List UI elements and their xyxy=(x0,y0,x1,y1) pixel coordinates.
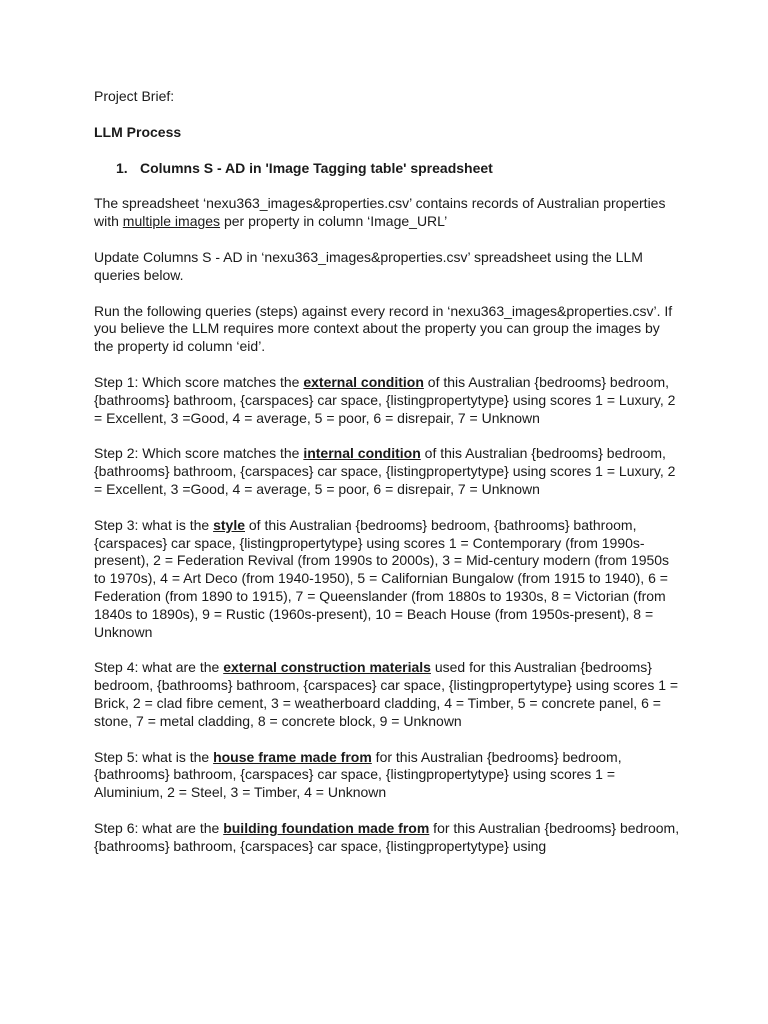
document-page xyxy=(94,88,680,874)
step-3-post: of this Australian {bedrooms} bedroom, {bathrooms} bathroom, {carspaces} car space, {listingpropertytype} using scores 1 = Contemporary (from 1990s-present), 2 = Federation Revival (from 1990s to 2000s), 3 = Mid-century modern (from 1950s to 1970s), 4 = Art Deco (from 1940-1950), 5 = Californian Bungalow (from 1915 to 1940), 6 = Federation (from 1890 to 1915), 7 = Queenslander (from 1880s to 1930s, 8 = Victorian (from 1840s to 1890s), 9 = Rustic (1960s-present), 10 = Beach House (from 1950s-present), 8 = Unknown xyxy=(94,516,670,640)
step-2-paragraph xyxy=(94,445,680,498)
step-4-post: used for this Australian {bedrooms} bedroom, {bathrooms} bathroom, {carspaces} car space, {listingpropertytype} using scores 1 = Brick, 2 = clad fibre cement, 3 = weatherboard cladding, 4 = Timber, 5 = concrete panel, 6 = stone, 7 = metal cladding, 8 = concrete block, 9 = Unknown xyxy=(94,659,679,729)
step-2-post: of this Australian {bedrooms} bedroom, {bathrooms} bathroom, {carspaces} car space, {listingpropertytype} using scores 1 = Luxury, 2 = Excellent, 3 =Good, 4 = average, 5 = poor, 6 = disrepair, 7 = Unknown xyxy=(94,445,676,497)
step-2-pre: Step 2: Which score matches the xyxy=(94,445,304,462)
list-heading-text: Columns S - AD in 'Image Tagging table' spreadsheet xyxy=(140,159,493,176)
step-4-pre: Step 4: what are the xyxy=(94,659,224,676)
step-5-paragraph xyxy=(94,749,680,802)
intro-underlined: multiple images xyxy=(122,213,221,230)
step-5-post: for this Australian {bedrooms} bedroom, {bathrooms} bathroom, {carspaces} car space, {listingpropertytype} using scores 1 = Aluminium, 2 = Steel, 3 = Timber, 4 = Unknown xyxy=(94,748,622,801)
step-5-key: house frame made from xyxy=(213,748,372,765)
step-1-pre: Step 1: Which score matches the xyxy=(94,373,304,390)
step-6-post: for this Australian {bedrooms} bedroom, {bathrooms} bathroom, {carspaces} car space, {listingpropertytype} using xyxy=(94,819,680,854)
step-1-key: external condition xyxy=(303,373,424,390)
numbered-heading xyxy=(94,160,680,178)
step-6-paragraph xyxy=(94,820,680,856)
step-3-key: style xyxy=(213,516,245,533)
intro-paragraph xyxy=(94,195,680,231)
step-3-pre: Step 3: what is the xyxy=(94,516,214,533)
list-number: 1. xyxy=(116,159,128,176)
step-6-pre: Step 6: what are the xyxy=(94,819,224,836)
intro-text-a: The spreadsheet ‘nexu363_images&properties.csv’ contains records of Australian properties with xyxy=(94,195,666,230)
project-brief-label: Project Brief: xyxy=(94,88,175,104)
step-2-key: internal condition xyxy=(303,445,421,462)
step-3-paragraph xyxy=(94,517,680,642)
update-paragraph: Update Columns S - AD in ‘nexu363_images&properties.csv’ spreadsheet using the LLM queries below. xyxy=(94,248,643,283)
step-1-paragraph xyxy=(94,374,680,427)
step-6-key: building foundation made from xyxy=(223,819,430,836)
step-4-key: external construction materials xyxy=(223,659,431,676)
step-5-pre: Step 5: what is the xyxy=(94,748,214,765)
step-4-paragraph xyxy=(94,659,680,730)
intro-text-b: per property in column ‘Image_URL’ xyxy=(220,213,448,230)
section-title: LLM Process xyxy=(94,123,182,140)
run-paragraph: Run the following queries (steps) against every record in ‘nexu363_images&properties.csv’. If you believe the LLM requires more context about the property you can group the images by the property id column ‘eid’. xyxy=(94,302,673,355)
step-1-post: of this Australian {bedrooms} bedroom, {bathrooms} bathroom, {carspaces} car space, {listingpropertytype} using scores 1 = Luxury, 2 = Excellent, 3 =Good, 4 = average, 5 = poor, 6 = disrepair, 7 = Unknown xyxy=(94,373,676,426)
